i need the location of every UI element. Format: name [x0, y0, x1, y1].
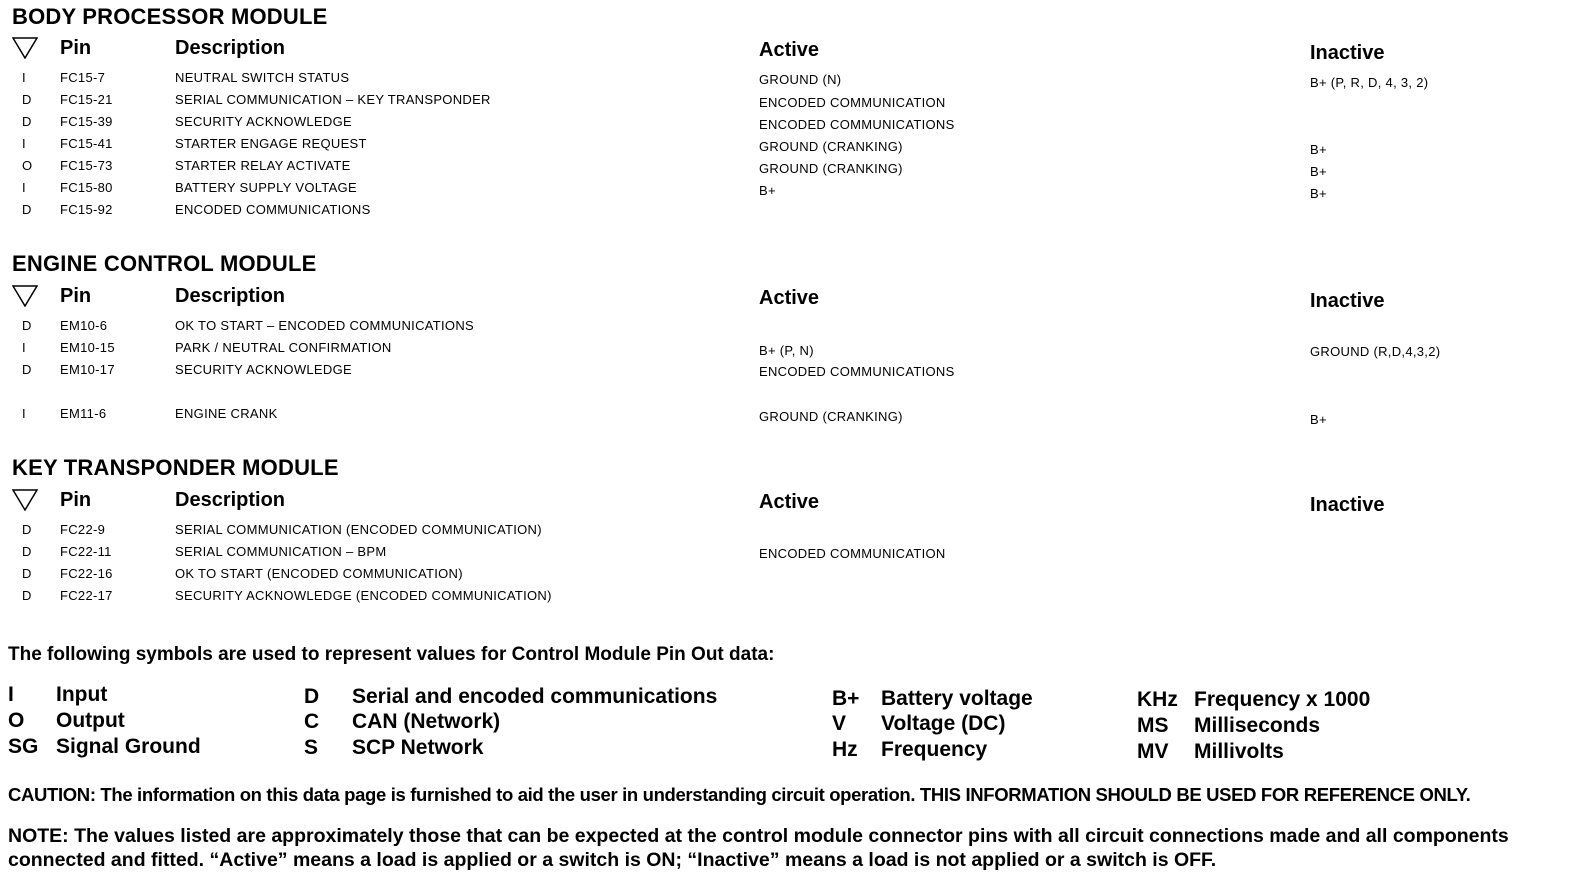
- legend-code: C: [304, 710, 320, 733]
- pin-id: FC22-16: [60, 566, 113, 581]
- table-row: [0, 566, 1584, 586]
- note-text: NOTE: The values listed are approximately those that can be expected at the control module connector pins with all circuit connections made and all components connected and fitted. “Active” means a load is applied or a switch is ON; “Inactive” means a load is not applied or a switch is OFF.: [8, 825, 1509, 871]
- pin-description: STARTER ENGAGE REQUEST: [175, 136, 367, 151]
- pin-id: FC15-7: [60, 70, 106, 85]
- legend-text: Input: [56, 683, 108, 706]
- legend-text: CAN (Network): [352, 710, 501, 733]
- pin-direction-triangle-icon: [12, 37, 38, 59]
- pin-active-value: ENCODED COMMUNICATIONS: [759, 117, 955, 132]
- legend-text: Voltage (DC): [881, 712, 1006, 735]
- legend-text: Frequency x 1000: [1194, 688, 1371, 711]
- pin-type: D: [22, 318, 32, 333]
- header-active: Active: [759, 287, 820, 309]
- header-description: Description: [175, 489, 286, 511]
- table-row: [0, 114, 1584, 134]
- pin-description: OK TO START (ENCODED COMMUNICATION): [175, 566, 463, 581]
- legend-code: D: [304, 685, 320, 708]
- header-inactive: Inactive: [1310, 494, 1385, 516]
- pin-type: I: [22, 180, 26, 195]
- pin-active-value: GROUND (CRANKING): [759, 139, 903, 154]
- pin-id: FC22-11: [60, 544, 112, 559]
- pin-type: D: [22, 114, 32, 129]
- legend-code: I: [8, 683, 14, 706]
- table-row: [0, 180, 1584, 200]
- legend-code: MS: [1137, 714, 1169, 737]
- pin-active-value: GROUND (CRANKING): [759, 161, 903, 176]
- legend-text: Frequency: [881, 738, 988, 761]
- pin-description: SERIAL COMMUNICATION – BPM: [175, 544, 387, 559]
- pin-id: FC15-73: [60, 158, 113, 173]
- table-row: [0, 158, 1584, 178]
- section-title-body-processor-module: BODY PROCESSOR MODULE: [12, 4, 328, 29]
- legend-intro: The following symbols are used to represent values for Control Module Pin Out data:: [8, 644, 775, 665]
- pin-inactive-value: B+: [1310, 142, 1327, 157]
- header-inactive: Inactive: [1310, 42, 1385, 64]
- pin-type: I: [22, 70, 26, 85]
- header-description: Description: [175, 285, 286, 307]
- pin-description: SERIAL COMMUNICATION – KEY TRANSPONDER: [175, 92, 491, 107]
- legend-text: Milliseconds: [1194, 714, 1321, 737]
- pin-active-value: GROUND (N): [759, 72, 842, 87]
- section-title-engine-control-module: ENGINE CONTROL MODULE: [12, 251, 317, 276]
- pin-id: FC15-92: [60, 202, 113, 217]
- pin-id: EM10-15: [60, 340, 115, 355]
- legend-code: B+: [832, 687, 860, 710]
- legend-text: Signal Ground: [56, 735, 201, 758]
- pin-type: D: [22, 92, 32, 107]
- pin-id: FC15-41: [60, 136, 113, 151]
- caution-text: CAUTION: The information on this data page is furnished to aid the user in understanding circuit operation. THIS INFORMATION SHOULD BE USED FOR REFERENCE ONLY.: [8, 784, 1471, 805]
- pin-description: SECURITY ACKNOWLEDGE (ENCODED COMMUNICATION): [175, 588, 552, 603]
- legend-text: Output: [56, 709, 125, 732]
- table-row: [0, 340, 1584, 360]
- legend-text: Serial and encoded communications: [352, 685, 718, 708]
- table-row: [0, 544, 1584, 564]
- pin-direction-triangle-icon: [12, 285, 38, 307]
- pin-description: SERIAL COMMUNICATION (ENCODED COMMUNICATION): [175, 522, 542, 537]
- table-row: [0, 318, 1584, 338]
- pin-id: EM10-6: [60, 318, 108, 333]
- header-description: Description: [175, 37, 286, 59]
- legend-text: Battery voltage: [881, 687, 1033, 710]
- pin-inactive-value: B+: [1310, 164, 1327, 179]
- pin-type: I: [22, 136, 26, 151]
- legend-code: Hz: [832, 738, 858, 761]
- pin-id: FC15-21: [60, 92, 113, 107]
- table-row: [0, 92, 1584, 112]
- pin-description: SECURITY ACKNOWLEDGE: [175, 114, 352, 129]
- section-title-key-transponder-module: KEY TRANSPONDER MODULE: [12, 455, 339, 480]
- table-row: [0, 522, 1584, 542]
- pin-type: D: [22, 588, 32, 603]
- pin-description: BATTERY SUPPLY VOLTAGE: [175, 180, 357, 195]
- pin-id: EM11-6: [60, 406, 107, 421]
- pin-active-value: GROUND (CRANKING): [759, 409, 903, 424]
- pin-id: FC15-80: [60, 180, 113, 195]
- pin-active-value: ENCODED COMMUNICATION: [759, 95, 946, 110]
- pin-description: ENCODED COMMUNICATIONS: [175, 202, 371, 217]
- legend-code: SG: [8, 735, 39, 758]
- pin-active-value: ENCODED COMMUNICATION: [759, 546, 946, 561]
- header-pin: Pin: [60, 37, 92, 59]
- pin-type: D: [22, 566, 32, 581]
- header-inactive: Inactive: [1310, 290, 1385, 312]
- pin-description: OK TO START – ENCODED COMMUNICATIONS: [175, 318, 475, 333]
- legend-code: O: [8, 709, 25, 732]
- pin-id: FC22-9: [60, 522, 106, 537]
- pin-inactive-value: GROUND (R,D,4,3,2): [1310, 344, 1441, 359]
- pin-type: O: [22, 158, 33, 173]
- pin-id: FC15-39: [60, 114, 113, 129]
- pin-description: NEUTRAL SWITCH STATUS: [175, 70, 350, 85]
- table-row: [0, 362, 1584, 382]
- legend-code: KHz: [1137, 688, 1178, 711]
- pin-description: SECURITY ACKNOWLEDGE: [175, 362, 352, 377]
- pin-type: D: [22, 544, 32, 559]
- header-pin: Pin: [60, 489, 92, 511]
- table-row: [0, 70, 1584, 90]
- pin-inactive-value: B+ (P, R, D, 4, 3, 2): [1310, 75, 1429, 90]
- table-row: [0, 406, 1584, 426]
- pin-type: I: [22, 340, 26, 355]
- pin-id: FC22-17: [60, 588, 113, 603]
- legend-code: S: [304, 736, 319, 759]
- legend-text: SCP Network: [352, 736, 484, 759]
- pin-type: I: [22, 406, 26, 421]
- pin-description: ENGINE CRANK: [175, 406, 278, 421]
- pin-active-value: B+ (P, N): [759, 343, 814, 358]
- pin-description: PARK / NEUTRAL CONFIRMATION: [175, 340, 392, 355]
- legend-text: Millivolts: [1194, 740, 1284, 763]
- table-row: [0, 136, 1584, 156]
- table-row: [0, 202, 1584, 222]
- pin-inactive-value: B+: [1310, 412, 1327, 427]
- header-active: Active: [759, 39, 820, 61]
- pin-direction-triangle-icon: [12, 489, 38, 511]
- pin-description: STARTER RELAY ACTIVATE: [175, 158, 351, 173]
- pin-inactive-value: B+: [1310, 186, 1327, 201]
- header-active: Active: [759, 491, 820, 513]
- pin-type: D: [22, 202, 32, 217]
- legend-code: MV: [1137, 740, 1169, 763]
- table-row: [0, 588, 1584, 608]
- header-pin: Pin: [60, 285, 92, 307]
- legend-code: V: [832, 712, 847, 735]
- pin-type: D: [22, 362, 32, 377]
- pin-type: D: [22, 522, 32, 537]
- pin-active-value: B+: [759, 183, 776, 198]
- pin-id: EM10-17: [60, 362, 115, 377]
- pin-active-value: ENCODED COMMUNICATIONS: [759, 364, 955, 379]
